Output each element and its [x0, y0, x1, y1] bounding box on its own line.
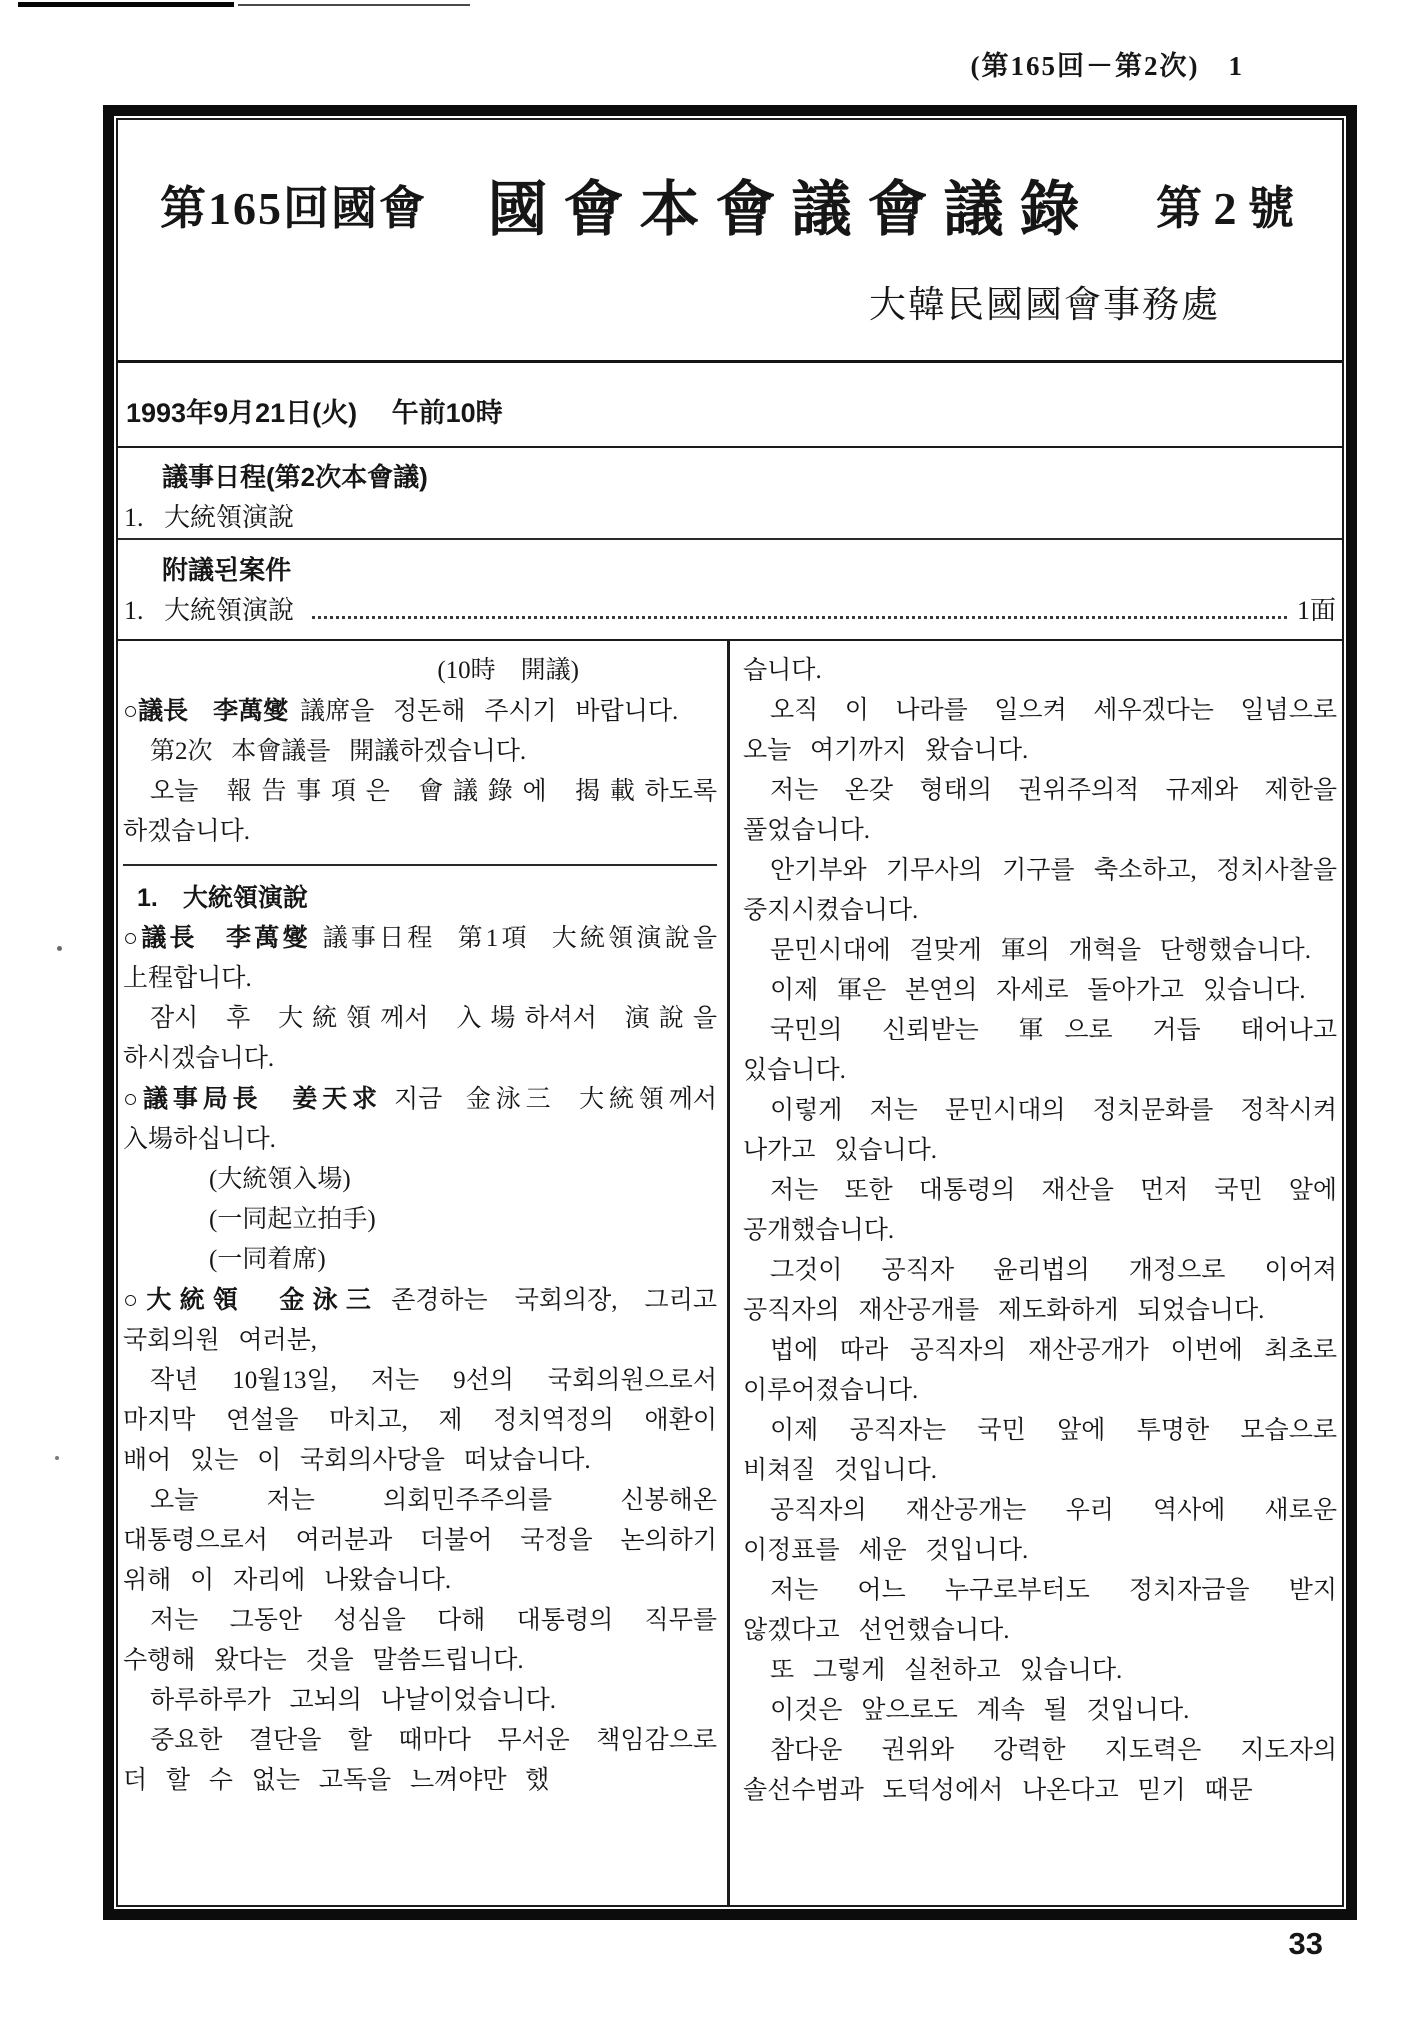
paragraph: ○大統領 金泳三 존경하는 국회의장, 그리고 국회의원 여러분,: [123, 1286, 717, 1354]
agenda-item-number: 1.: [124, 503, 144, 532]
stage-direction: (大統領入場): [209, 1166, 351, 1193]
page-number: 33: [1288, 1926, 1323, 1961]
title-block: [118, 120, 1342, 363]
scan-artifact-streak-light: [238, 4, 470, 6]
referred-item: [118, 590, 1342, 632]
referred-item-number: 1.: [124, 596, 144, 625]
speaker-name: ○大統領 金泳三: [123, 1286, 380, 1314]
paragraph: 하루하루가 고뇌의 나날이었습니다.: [150, 1687, 557, 1714]
body-right-column: [730, 641, 1342, 1905]
body-left-column: [118, 641, 730, 1905]
paragraph: 국민의 신뢰받는 軍으로 거듭 태어나고 있습니다.: [743, 1017, 1337, 1084]
paragraph: 습니다.: [743, 657, 822, 684]
paragraph: ○議長 李萬燮 議事日程 第1項 大統領演說을 上程합니다.: [123, 924, 717, 992]
speaker-name: ○議長 李萬燮: [123, 697, 289, 725]
paragraph: 이제 공직자는 국민 앞에 투명한 모습으로 비쳐질 것입니다.: [743, 1417, 1337, 1484]
referred-section: [118, 540, 1342, 641]
paragraph: 또 그렇게 실천하고 있습니다.: [770, 1657, 1123, 1684]
paragraph: 오늘 報告事項은 會議錄에 揭載하도록 하겠습니다.: [123, 778, 717, 845]
referred-item-title: 大統領演說: [164, 596, 295, 625]
agenda-item-title: 大統領演說: [164, 503, 295, 532]
agenda-section: [118, 448, 1342, 540]
running-header: (第165回－第2次) 1: [970, 51, 1244, 81]
paragraph: 저는 온갖 형태의 권위주의적 규제와 제한을 풀었습니다.: [743, 777, 1337, 844]
paragraph: ○議事局長 姜天求 지금 金泳三 大統領께서 入場하십니다.: [123, 1085, 717, 1153]
paragraph: 오늘 저는 의회민주주의를 신봉해온 대통령으로서 여러분과 더불어 국정을 논의하기 위해 이 자리에 나왔습니다.: [123, 1487, 717, 1594]
body-heading: 1. 大統領演說: [137, 884, 308, 912]
column-divider: [123, 864, 717, 866]
speaker-name: ○議事局長 姜天求: [123, 1085, 382, 1113]
paragraph: 공직자의 재산공개는 우리 역사에 새로운 이정표를 세운 것입니다.: [743, 1497, 1337, 1564]
paragraph: 중요한 결단을 할 때마다 무서운 책임감으로 더 할 수 없는 고독을 느껴야만 했: [123, 1727, 717, 1794]
paragraph: 문민시대에 걸맞게 軍의 개혁을 단행했습니다.: [770, 937, 1311, 964]
paragraph: 그것이 공직자 윤리법의 개정으로 이어져 공직자의 재산공개를 제도화하게 되었습니다.: [743, 1257, 1337, 1324]
paragraph: 오직 이 나라를 일으켜 세우겠다는 일념으로 오늘 여기까지 왔습니다.: [743, 697, 1337, 764]
dotted-leader: [312, 596, 1287, 619]
paragraph: 이것은 앞으로도 계속 될 것입니다.: [770, 1697, 1190, 1724]
stage-direction: (一同起立拍手): [209, 1206, 376, 1233]
speaker-name: ○議長 李萬燮: [123, 924, 311, 952]
publisher: 大韓民國國會事務處: [869, 285, 1220, 326]
referred-heading: 附議된案件: [162, 555, 292, 585]
paragraph: 第2次 本會議를 開議하겠습니다.: [150, 738, 527, 765]
scan-artifact-streak: [18, 2, 234, 7]
agenda-item: [118, 497, 1342, 539]
paragraph: 이렇게 저는 문민시대의 정치문화를 정착시켜 나가고 있습니다.: [743, 1097, 1337, 1164]
paragraph: 이제 軍은 본연의 자세로 돌아가고 있습니다.: [770, 977, 1306, 1004]
issue-number: 第 2 號: [1156, 183, 1294, 234]
session-datetime: 1993年9月21日(火) 午前10時: [118, 363, 1342, 448]
paragraph: (10時 開議): [437, 657, 579, 684]
paragraph: 잠시 후 大統領께서 入場하셔서 演說을 하시겠습니다.: [123, 1005, 717, 1072]
paragraph: 작년 10월13일, 저는 9선의 국회의원으로서 마지막 연설을 마치고, 제 정치역정의 애환이 배어 있는 이 국회의사당을 떠났습니다.: [123, 1367, 717, 1474]
paragraph: 저는 그동안 성심을 다해 대통령의 직무를 수행해 왔다는 것을 말씀드립니다.: [123, 1607, 717, 1674]
document-title: 國會本會議會議錄: [487, 177, 1096, 243]
title-row: [118, 120, 1342, 248]
paragraph: ○議長 李萬燮 議席을 정돈해 주시기 바랍니다.: [123, 697, 679, 725]
body-columns: [118, 641, 1342, 1905]
session-label: 第165回國會: [160, 183, 427, 234]
paragraph: 법에 따라 공직자의 재산공개가 이번에 최초로 이루어졌습니다.: [743, 1337, 1337, 1404]
page-frame-inner: [116, 118, 1344, 1907]
paragraph: 저는 어느 누구로부터도 정치자금을 받지 않겠다고 선언했습니다.: [743, 1577, 1337, 1644]
page-frame: [103, 105, 1357, 1920]
paragraph: 저는 또한 대통령의 재산을 먼저 국민 앞에 공개했습니다.: [743, 1177, 1337, 1244]
scan-artifact-dot: [55, 1456, 59, 1460]
stage-direction: (一同着席): [209, 1246, 326, 1273]
paragraph: 안기부와 기무사의 기구를 축소하고, 정치사찰을 중지시켰습니다.: [743, 857, 1337, 924]
agenda-heading: 議事日程(第2次本會議): [162, 462, 428, 492]
scan-artifact-dot: [57, 946, 62, 951]
referred-item-page: 1面: [1296, 596, 1336, 625]
paragraph: 참다운 권위와 강력한 지도력은 지도자의 솔선수범과 도덕성에서 나온다고 믿기 때문: [743, 1737, 1337, 1804]
